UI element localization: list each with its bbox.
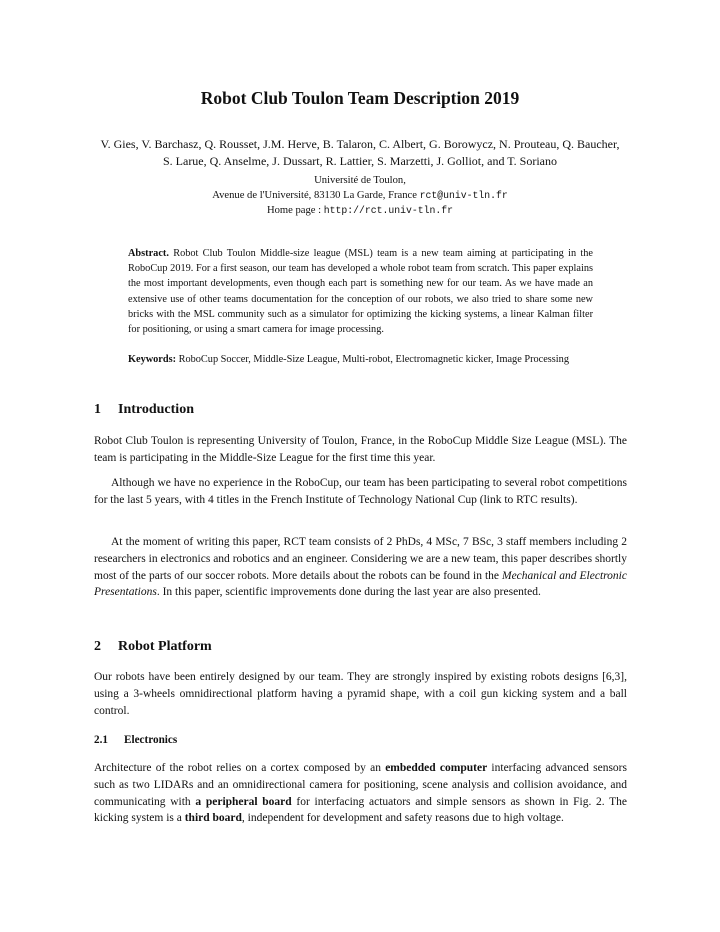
- affiliation-block: [96, 173, 624, 218]
- intro-p3-text-end: . In this paper, scientific improvements done during the last year are also presented.: [156, 586, 541, 599]
- keywords: [128, 352, 593, 367]
- abstract: [128, 246, 593, 337]
- intro-p3-emphasis: Mechanical and Electronic Presentations: [94, 569, 627, 599]
- keywords-label: Keywords:: [128, 354, 177, 365]
- paper-title: Robot Club Toulon Team Description 2019: [200, 88, 520, 108]
- abstract-label: Abstract.: [128, 248, 169, 259]
- intro-paragraph-1: Robot Club Toulon is representing University of Toulon, France, in the RoboCup Middle Size League (MSL). The team is participating in the Middle-Size League for the first time this year.: [94, 435, 627, 464]
- homepage-label: Home page :: [266, 205, 324, 216]
- subsection-number: 2.1: [94, 734, 108, 746]
- intro-paragraph-2: Although we have no experience in the RoboCup, our team has been participating to several robot competitions for the last 5 years, with 4 titles in the French Institute of Technology National Cup (link to RTC results).: [94, 477, 627, 506]
- subsection-heading-electronics: [94, 734, 177, 746]
- platform-paragraph-1: Our robots have been entirely designed by our team. They are strongly inspired by existing robots designs [6,3], using a 3-wheels omnidirectional platform having a pyramid shape, with a coil gun kicking system and a ball control.: [94, 671, 627, 717]
- section-title: Robot Platform: [118, 639, 212, 654]
- affiliation-address: [96, 188, 624, 203]
- electronics-bold-3: third board: [184, 812, 242, 825]
- electronics-text-1: Architecture of the robot relies on a cortex composed by an: [94, 762, 386, 774]
- electronics-text-3: for interfacing actuators and simple sensors as shown in Fig. 2. The kicking system is a: [94, 795, 628, 825]
- electronics-text-4: , independent for development and safety reasons due to high voltage.: [241, 812, 564, 825]
- electronics-paragraph: [94, 760, 627, 827]
- intro-p3-text: At the moment of writing this paper, RCT team consists of 2 PhDs, 4 MSc, 7 BSc, 3 staff members including 2 researchers in electronics and robotics and an engineer. Considering we are a new team, this paper describes shortly most of the parts of our soccer robots. More details about the robots can be found in the: [94, 536, 627, 582]
- section-heading-robot-platform: [94, 639, 212, 655]
- keywords-text: RoboCup Soccer, Middle-Size League, Multi-robot, Electromagnetic kicker, Image Processing: [176, 354, 569, 365]
- address-text: Avenue de l'Université, 83130 La Garde, France: [212, 190, 420, 201]
- electronics-bold-2: a peripheral board: [195, 795, 292, 808]
- section-number: 1: [94, 402, 101, 417]
- affiliation-institution: Université de Toulon,: [314, 175, 406, 186]
- intro-paragraph-3: [94, 534, 627, 601]
- author-list: V. Gies, V. Barchasz, Q. Rousset, J.M. Herve, B. Talaron, C. Albert, G. Borowycz, N. Prouteau, Q. Baucher, S. Larue, Q. Anselme, J. Dussart, R. Lattier, S. Marzetti, J. Golliot, and T. Soriano: [100, 137, 620, 168]
- email-link[interactable]: rct@univ-tln.fr: [419, 190, 508, 201]
- affiliation-homepage: [96, 203, 624, 218]
- electronics-text-2: interfacing advanced sensors such as two LIDARs and an omnidirectional camera for positioning, scene analysis and collision avoidance, and communicating with: [94, 762, 627, 808]
- section-number: 2: [94, 639, 101, 654]
- abstract-text: Robot Club Toulon Middle-size league (MSL) team is a new team aiming at participating in the RoboCup 2019. For a first season, our team has developed a whole robot team from scratch. This paper explains the most important developments, even though each part is something new for our team. As we have made an extensive use of other teams documentation for the conception of our robots, we also tried to share some new bricks with the MSL community such as a simulator for optimizing the kicking systems, a linear Kalman filter for positioning, or using a smart camera for image processing.: [128, 248, 593, 336]
- subsection-title: Electronics: [124, 734, 178, 746]
- section-title: Introduction: [118, 402, 194, 417]
- electronics-bold-1: embedded computer: [385, 762, 488, 774]
- section-heading-introduction: [94, 402, 194, 418]
- homepage-link[interactable]: http://rct.univ-tln.fr: [323, 205, 454, 216]
